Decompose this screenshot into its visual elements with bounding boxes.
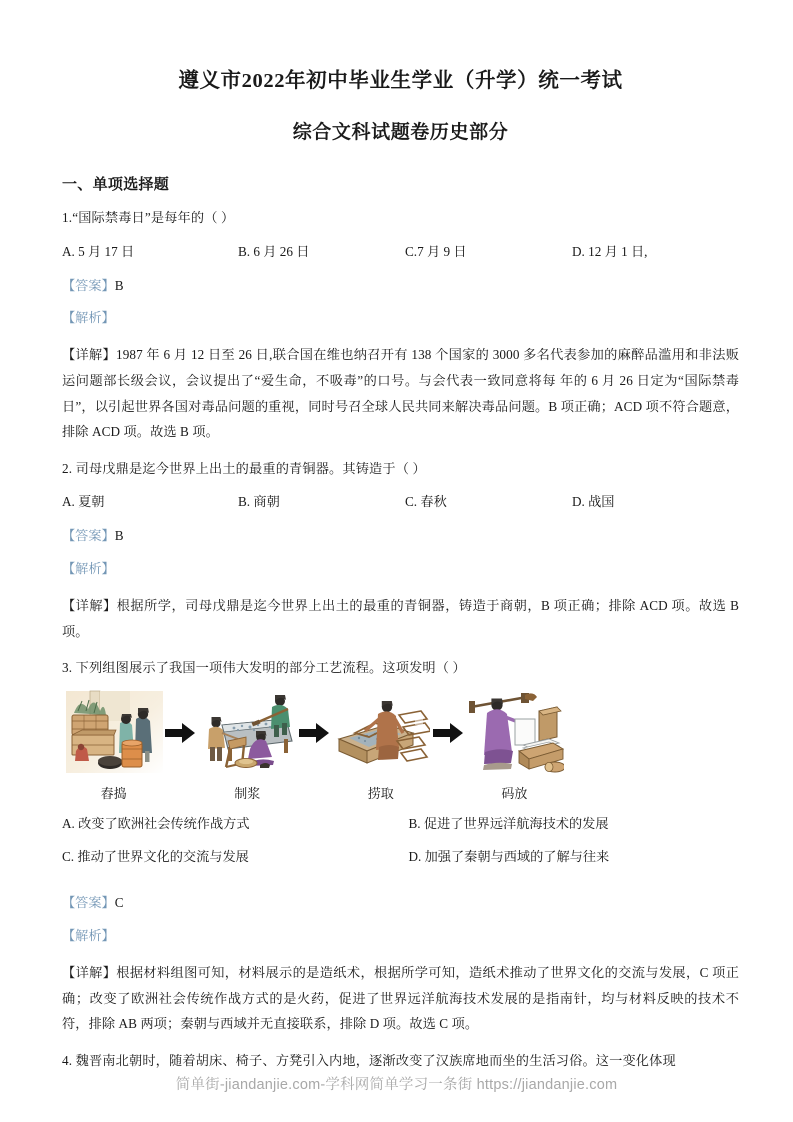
option-b[interactable]: B. 6 月 26 日 — [238, 243, 310, 259]
page-title: 遵义市2022年初中毕业生学业（升学）统一考试 — [178, 70, 623, 92]
question-options — [62, 242, 739, 262]
option-b[interactable]: B. 商朝 — [238, 494, 280, 510]
question-block-2 — [62, 459, 739, 644]
analysis-line — [62, 926, 739, 946]
option-c[interactable]: C. 春秋 — [405, 494, 447, 510]
analysis-tag: 【解析】 — [62, 310, 115, 326]
papermaking-process-figure — [64, 689, 564, 802]
arrow-icon-2 — [297, 723, 331, 743]
question-options — [62, 492, 739, 512]
detail-text: 1987 年 6 月 12 日至 26 日,联合国在维也纳召开有 138 个国家的 3000 多名代表参加的麻醉品滥用和非法贩运问题部长级会议，会议提出了“爱生命，不吸毒”的口号。与会代表一致同意将每 年的 6 月 26 日定为“国际禁毒日”，以引起世界各国对毒品问题的重视，同时号召全球人民共同来解决毒品问题。B 项正确；ACD 项不符合题意，排除 ACD 项。故选 B 项。 — [62, 347, 740, 440]
question-block-4 — [62, 1051, 739, 1071]
caption-spacer — [163, 783, 197, 802]
detail-paragraph — [62, 593, 739, 644]
option-d[interactable]: D. 12 月 1 日, — [572, 243, 648, 259]
analysis-tag: 【解析】 — [62, 928, 115, 944]
question-stem: 1.“国际禁毒日”是每年的（ ） — [62, 210, 235, 226]
caption-spacer — [430, 783, 464, 802]
answer-tag: 【答案】 — [62, 528, 115, 544]
answer-line — [62, 893, 739, 913]
answer-value: B — [114, 528, 124, 544]
question-options — [62, 814, 739, 880]
caption-spacer — [297, 783, 331, 802]
figure-caption-row — [64, 783, 564, 802]
option-a[interactable]: A. 夏朝 — [62, 494, 105, 510]
arrow-icon-1 — [163, 723, 197, 743]
answer-line — [62, 276, 739, 296]
option-c[interactable]: C. 推动了世界文化的交流与发展 — [62, 848, 249, 864]
figure-image-stacking — [465, 689, 564, 777]
option-a[interactable]: A. 改变了欧洲社会传统作战方式 — [62, 815, 250, 831]
figure-caption-scooping: 捞取 — [367, 785, 394, 801]
detail-tag: 【详解】 — [62, 964, 117, 980]
option-b[interactable]: B. 促进了世界远洋航海技术的发展 — [408, 815, 609, 831]
question-stem: 3. 下列组图展示了我国一项伟大发明的部分工艺流程。这项发明（ ） — [62, 660, 466, 676]
detail-tag: 【详解】 — [62, 597, 117, 613]
detail-text: 根据所学，司母戊鼎是迄今世界上出土的最重的青铜器，铸造于商朝，B 项正确；排除 ACD 项。故选 B 项。 — [62, 597, 739, 639]
analysis-line — [62, 308, 739, 328]
option-a[interactable]: A. 5 月 17 日 — [62, 243, 135, 259]
answer-value: C — [114, 895, 124, 911]
arrow-icon-3 — [430, 723, 464, 743]
detail-text: 根据材料组图可知，材料展示的是造纸术，根据所学可知，造纸术推动了世界文化的交流与发展，C 项正确；改变了欧洲社会传统作战方式的是火药，促进了世界远洋航海技术发展的是指南针，均与材料反映的技术不符，排除 AB 两项；秦朝与西域并无直接联系，排除 D 项。故选 C 项。 — [62, 964, 739, 1032]
question-stem: 4. 魏晋南北朝时，随着胡床、椅子、方凳引入内地，逐渐改变了汉族席地而坐的生活习俗。这一变化体现 — [62, 1053, 676, 1069]
detail-tag: 【详解】 — [62, 347, 117, 363]
answer-tag: 【答案】 — [62, 895, 115, 911]
question-stem: 2. 司母戊鼎是迄今世界上出土的最重的青铜器。其铸造于（ ） — [62, 461, 426, 477]
option-d[interactable]: D. 加强了秦朝与西域的了解与往来 — [408, 848, 610, 864]
figure-image-scooping — [331, 689, 430, 777]
option-d[interactable]: D. 战国 — [572, 494, 615, 510]
figure-caption-pulping: 制浆 — [234, 785, 261, 801]
detail-paragraph — [62, 342, 739, 445]
figure-image-pounding — [64, 689, 163, 777]
footer-watermark: 简单街-jiandanjie.com-学科网简单学习一条街 https://jiandanjie.com — [175, 1077, 618, 1093]
figure-caption-stacking: 码放 — [501, 785, 528, 801]
answer-line — [62, 526, 739, 546]
question-block-1 — [62, 208, 739, 445]
option-c[interactable]: C.7 月 9 日 — [405, 243, 467, 259]
figure-image-pulping — [198, 689, 297, 777]
analysis-tag: 【解析】 — [62, 561, 115, 577]
page-subtitle: 综合文科试题卷历史部分 — [292, 121, 509, 143]
figure-caption-pounding: 舂捣 — [100, 785, 127, 801]
section-heading: 一、单项选择题 — [62, 177, 170, 194]
answer-value: B — [114, 277, 124, 293]
figure-image-row — [64, 689, 564, 777]
analysis-line — [62, 559, 739, 579]
detail-paragraph — [62, 960, 739, 1037]
answer-tag: 【答案】 — [62, 277, 115, 293]
question-block-3 — [62, 658, 739, 1037]
